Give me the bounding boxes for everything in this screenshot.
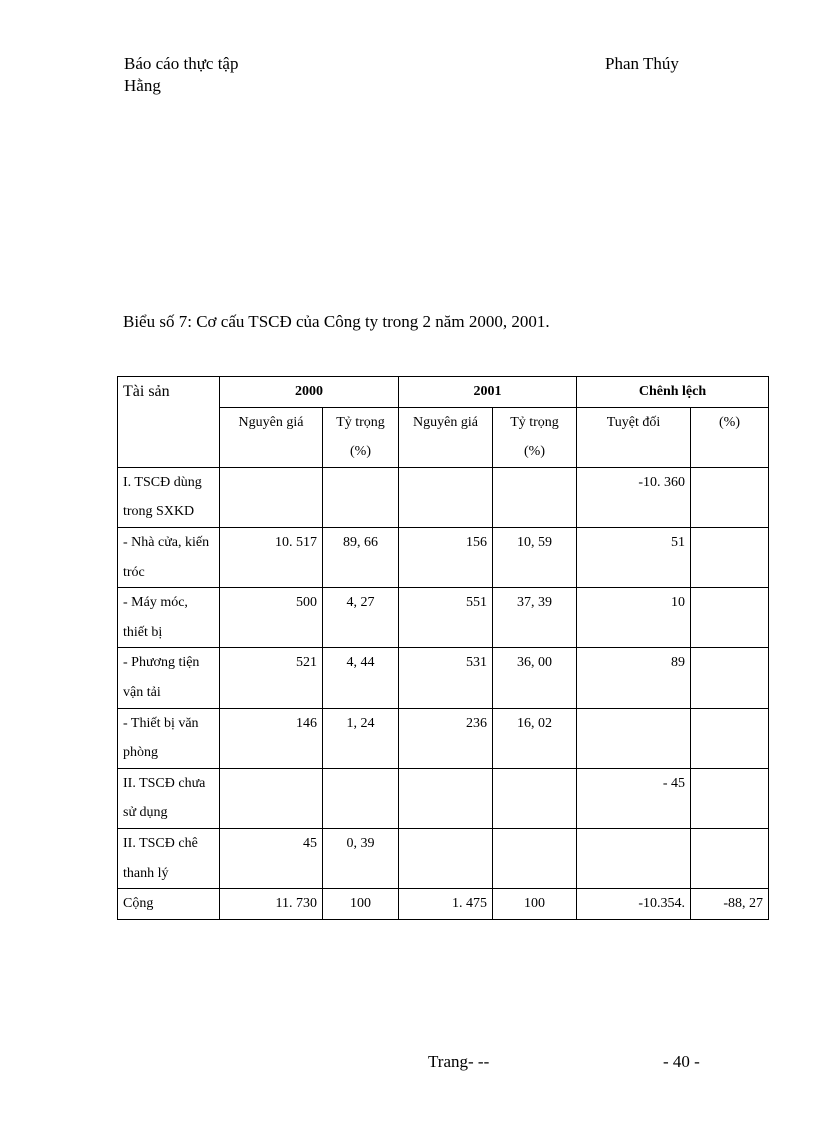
row-label: I. TSCĐ dùng trong SXKD	[118, 467, 220, 527]
share-2001: 36, 00	[493, 648, 577, 708]
value-2000: 10. 517	[220, 527, 323, 587]
share-2000: 100	[323, 889, 399, 920]
diff-percent	[691, 527, 769, 587]
value-2000: 11. 730	[220, 889, 323, 920]
share-2000: 1, 24	[323, 708, 399, 768]
share-2000: 89, 66	[323, 527, 399, 587]
header-left-line2: Hằng	[124, 76, 161, 95]
asset-structure-table	[117, 376, 769, 920]
table-row	[118, 527, 769, 587]
group-2000: 2000	[220, 377, 399, 408]
row-label: - Thiết bị văn phòng	[118, 708, 220, 768]
row-label: II. TSCĐ chưa sử dụng	[118, 768, 220, 828]
row-label: - Nhà cửa, kiến tróc	[118, 527, 220, 587]
diff-absolute	[577, 828, 691, 888]
sub-ty-trong-2001: Tỷ trọng (%)	[493, 407, 577, 467]
value-2001	[399, 768, 493, 828]
asset-column-header: Tài sản	[118, 377, 220, 468]
table-row	[118, 768, 769, 828]
diff-absolute	[577, 708, 691, 768]
share-2001	[493, 828, 577, 888]
sub-ty-trong-2000: Tỷ trọng (%)	[323, 407, 399, 467]
sub-nguyen-gia-2000: Nguyên giá	[220, 407, 323, 467]
diff-percent: -88, 27	[691, 889, 769, 920]
header-left	[124, 53, 238, 97]
sub-nguyen-gia-2001: Nguyên giá	[399, 407, 493, 467]
value-2000: 500	[220, 588, 323, 648]
diff-percent	[691, 828, 769, 888]
group-difference: Chênh lệch	[577, 377, 769, 408]
diff-percent	[691, 708, 769, 768]
value-2001: 531	[399, 648, 493, 708]
diff-absolute: -10. 360	[577, 467, 691, 527]
table-row	[118, 588, 769, 648]
sub-percent: (%)	[691, 407, 769, 467]
diff-absolute: 10	[577, 588, 691, 648]
row-label: - Phương tiện vận tải	[118, 648, 220, 708]
row-label: II. TSCĐ chê thanh lý	[118, 828, 220, 888]
diff-absolute: 51	[577, 527, 691, 587]
row-label: - Máy móc, thiết bị	[118, 588, 220, 648]
share-2000	[323, 467, 399, 527]
table-row	[118, 467, 769, 527]
sub-tuyet-doi: Tuyệt đối	[577, 407, 691, 467]
value-2001: 551	[399, 588, 493, 648]
table-row	[118, 708, 769, 768]
share-2001: 37, 39	[493, 588, 577, 648]
share-2000: 0, 39	[323, 828, 399, 888]
diff-percent	[691, 467, 769, 527]
group-2001: 2001	[399, 377, 577, 408]
value-2001: 1. 475	[399, 889, 493, 920]
footer-page-number: - 40 -	[663, 1052, 700, 1071]
total-row	[118, 889, 769, 920]
share-2001: 100	[493, 889, 577, 920]
value-2001: 156	[399, 527, 493, 587]
diff-percent	[691, 588, 769, 648]
share-2000: 4, 27	[323, 588, 399, 648]
value-2001	[399, 828, 493, 888]
diff-absolute: - 45	[577, 768, 691, 828]
share-2001	[493, 768, 577, 828]
header-left-line1: Báo cáo thực tập	[124, 54, 239, 73]
value-2000: 146	[220, 708, 323, 768]
share-2000: 4, 44	[323, 648, 399, 708]
row-label: Cộng	[118, 889, 220, 920]
table-caption: Biểu số 7: Cơ cấu TSCĐ của Công ty trong 2 năm 2000, 2001.	[123, 312, 550, 331]
value-2000: 521	[220, 648, 323, 708]
share-2000	[323, 768, 399, 828]
diff-absolute: -10.354.	[577, 889, 691, 920]
value-2000	[220, 467, 323, 527]
share-2001	[493, 467, 577, 527]
header-right: Phan Thúy	[605, 54, 679, 73]
value-2001: 236	[399, 708, 493, 768]
share-2001: 10, 59	[493, 527, 577, 587]
diff-percent	[691, 768, 769, 828]
value-2000: 45	[220, 828, 323, 888]
value-2001	[399, 467, 493, 527]
diff-percent	[691, 648, 769, 708]
diff-absolute: 89	[577, 648, 691, 708]
value-2000	[220, 768, 323, 828]
group-header-row	[118, 377, 769, 408]
table-row	[118, 648, 769, 708]
share-2001: 16, 02	[493, 708, 577, 768]
table-row	[118, 828, 769, 888]
footer-page-label: Trang- --	[428, 1052, 490, 1071]
